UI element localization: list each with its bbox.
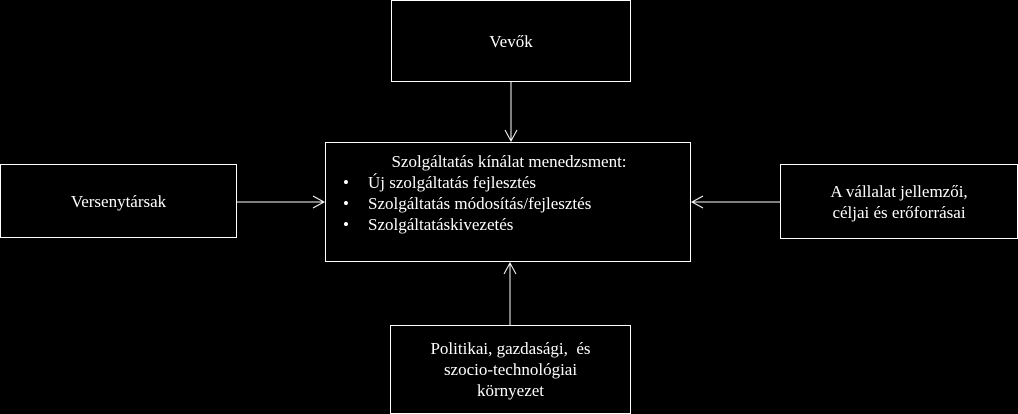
center-item-list (326, 172, 680, 235)
company-label-line-1: A vállalat jellemzői, (830, 181, 968, 201)
list-item-text: Szolgáltatás módosítás/fejlesztés (368, 194, 592, 213)
customers-label: Vevők (489, 31, 533, 51)
competitors-box (0, 164, 237, 238)
bullet-icon: • (343, 194, 349, 213)
environment-box (390, 325, 631, 414)
list-item (326, 214, 680, 235)
list-item (326, 172, 680, 193)
competitors-label: Versenytársak (70, 191, 167, 211)
bullet-icon: • (343, 215, 349, 234)
bullet-icon: • (343, 173, 349, 192)
company-characteristics-box (780, 164, 1018, 239)
list-item-text: Új szolgáltatás fejlesztés (368, 173, 537, 192)
customers-box (391, 0, 631, 82)
service-offering-management-box (325, 142, 691, 262)
list-item (326, 193, 680, 214)
environment-label-line-2: szocio-technológiai (443, 360, 578, 379)
company-label-line-2: céljai és erőforrásai (832, 202, 966, 222)
environment-label-line-3: környezet (476, 381, 545, 400)
list-item-text: Szolgáltatáskivezetés (368, 215, 514, 234)
environment-label-line-1: Politikai, gazdasági, és (430, 339, 591, 358)
center-title: Szolgáltatás kínálat menedzsment: (391, 152, 627, 171)
